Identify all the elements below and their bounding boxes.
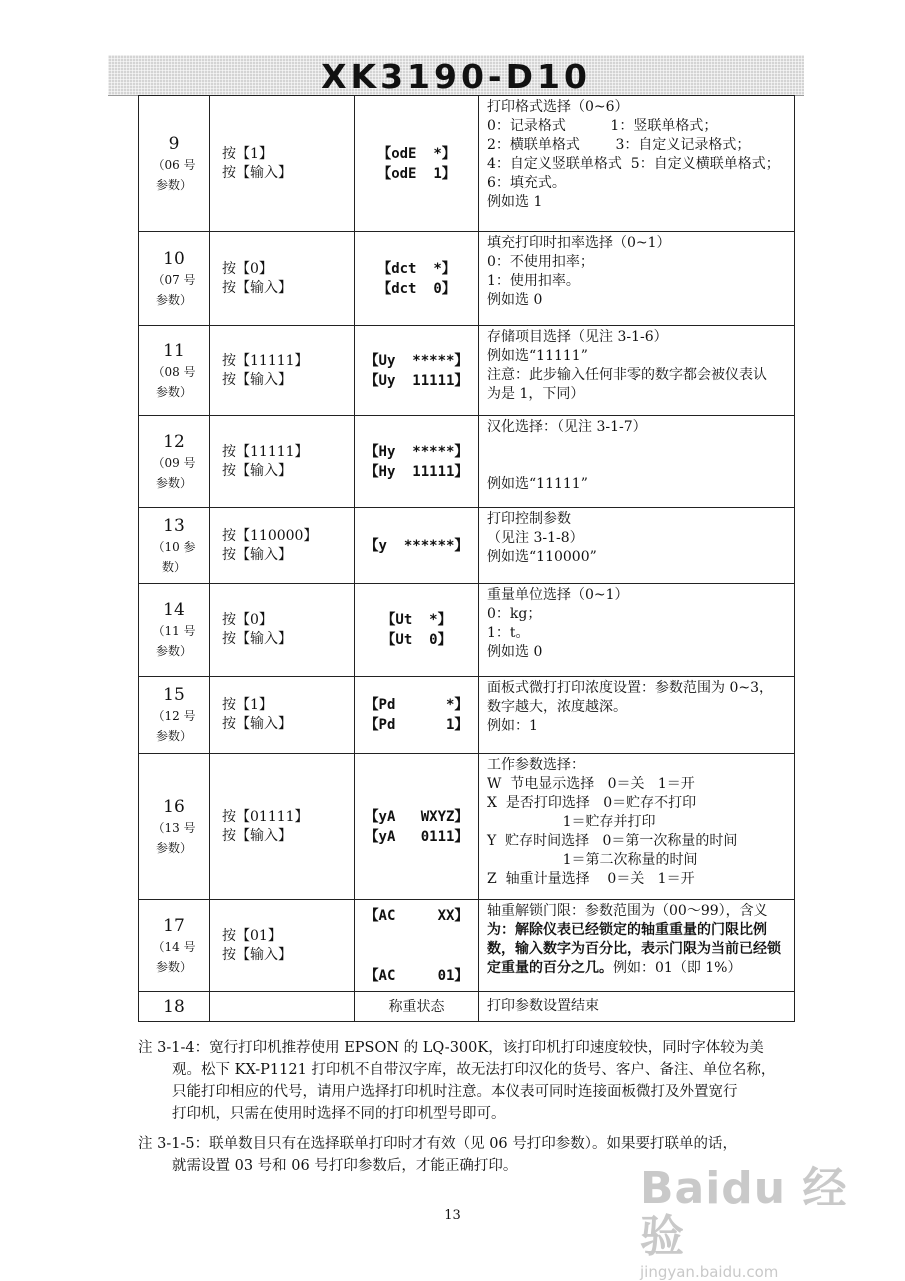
step-number: 11 bbox=[163, 340, 185, 361]
param-number-tail: 参数） bbox=[155, 177, 192, 192]
display-cell bbox=[355, 584, 479, 677]
operation-cell bbox=[210, 584, 355, 677]
display-spacer bbox=[355, 926, 478, 946]
display-cell bbox=[355, 900, 479, 992]
table-row bbox=[139, 96, 795, 232]
table-row bbox=[139, 992, 795, 1022]
description-line: 例如选 0 bbox=[487, 292, 543, 308]
watermark-url: jingyan.baidu.com bbox=[640, 1263, 779, 1281]
display-cell bbox=[355, 326, 479, 416]
display-line: 【Ut *】 bbox=[381, 612, 452, 628]
step-cell bbox=[139, 96, 210, 232]
param-number-tail: 参数） bbox=[155, 840, 192, 855]
step-cell bbox=[139, 900, 210, 992]
display-spacer bbox=[355, 946, 478, 966]
table-row bbox=[139, 754, 795, 900]
description-line: 打印控制参数 bbox=[487, 511, 571, 527]
table-row bbox=[139, 326, 795, 416]
description-line: 存储项目选择（见注 3-1-6） bbox=[487, 329, 668, 345]
step-number: 13 bbox=[163, 515, 185, 536]
param-number-tail: 参数） bbox=[155, 644, 192, 658]
display-line: 【Uy 11111】 bbox=[364, 372, 469, 389]
description-line: 例如：1 bbox=[487, 718, 538, 734]
description-line: X 是否打印选择 0＝贮存不打印 bbox=[487, 795, 697, 811]
description-line: 1：使用扣率。 bbox=[487, 273, 580, 289]
table-row bbox=[139, 900, 795, 992]
param-number: （08 号 bbox=[152, 364, 196, 379]
table-row bbox=[139, 584, 795, 677]
operation-cell bbox=[210, 992, 355, 1022]
display-line: 【dct *】 bbox=[377, 260, 456, 277]
operation-cell bbox=[210, 232, 355, 326]
description-cell bbox=[479, 992, 795, 1022]
operation-line: 按【11111】 bbox=[222, 352, 309, 369]
description-line: Z 轴重计量选择 0＝关 1＝开 bbox=[487, 871, 695, 887]
description-line: 例如选“11111” bbox=[487, 476, 588, 492]
display-line: 称重状态 bbox=[388, 998, 445, 1015]
operation-line: 按【110000】 bbox=[222, 527, 318, 544]
description-cell bbox=[479, 508, 795, 584]
operation-line: 按【输入】 bbox=[222, 371, 292, 388]
operation-cell bbox=[210, 754, 355, 900]
display-line: 【Ut 0】 bbox=[381, 632, 452, 648]
description-line: 例如选“11111” bbox=[487, 348, 588, 364]
parameter-table bbox=[138, 95, 795, 1022]
step-cell bbox=[139, 754, 210, 900]
note-line: 观。松下 KX-P1121 打印机不自带汉字库，故无法打印汉化的货号、客户、备注、单位名称， bbox=[172, 1062, 776, 1078]
description-line: 打印参数设置结束 bbox=[487, 998, 599, 1014]
table-row bbox=[139, 416, 795, 508]
description-cell bbox=[479, 96, 795, 232]
step-number: 10 bbox=[163, 248, 185, 269]
display-cell bbox=[355, 992, 479, 1022]
param-number: （14 号 bbox=[152, 939, 196, 954]
page-number: 13 bbox=[444, 1208, 461, 1223]
display-line: 【Pd 1】 bbox=[364, 717, 469, 733]
display-cell bbox=[355, 416, 479, 508]
display-line: 【dct 0】 bbox=[377, 280, 456, 297]
param-number: （12 号 bbox=[152, 709, 196, 723]
table-row bbox=[139, 677, 795, 754]
description-line: 轴重解锁门限：参数范围为（00～99），含义 bbox=[487, 903, 768, 919]
description-line: 汉化选择：（见注 3-1-7） bbox=[487, 419, 647, 435]
description-cell bbox=[479, 416, 795, 508]
operation-cell bbox=[210, 677, 355, 754]
operation-line: 按【01】 bbox=[222, 927, 282, 944]
step-number: 9 bbox=[168, 133, 180, 154]
step-cell bbox=[139, 584, 210, 677]
note-line: 打印机，只需在使用时选择不同的打印机型号即可。 bbox=[172, 1106, 506, 1122]
description-line: 2：横联单格式 3：自定义记录格式； bbox=[487, 137, 751, 153]
description-line: 打印格式选择（0~6） bbox=[487, 99, 629, 115]
operation-line: 按【输入】 bbox=[222, 462, 292, 479]
display-line: 【odE *】 bbox=[377, 145, 456, 162]
operation-cell bbox=[210, 96, 355, 232]
description-line: 0：不使用扣率； bbox=[487, 254, 594, 270]
operation-cell bbox=[210, 900, 355, 992]
display-line: 【odE 1】 bbox=[377, 165, 456, 182]
param-number: （13 号 bbox=[152, 820, 196, 835]
description-line: 工作参数选择： bbox=[487, 757, 585, 773]
description-line: 1＝贮存并打印 bbox=[487, 814, 656, 830]
note-line: 就需设置 03 号和 06 号打印参数后，才能正确打印。 bbox=[172, 1158, 518, 1174]
step-number: 17 bbox=[163, 915, 185, 936]
operation-line: 按【输入】 bbox=[222, 631, 292, 647]
param-number: （06 号 bbox=[152, 157, 196, 172]
operation-line: 按【0】 bbox=[222, 612, 273, 628]
description-line bbox=[487, 437, 790, 456]
description-line: 注意：此步输入任何非零的数字都会被仪表认 bbox=[487, 367, 767, 383]
description-line: 面板式微打打印浓度设置：参数范围为 0~3， bbox=[487, 680, 773, 696]
description-line bbox=[487, 456, 790, 475]
param-number-tail: 参数） bbox=[155, 292, 192, 307]
description-cell bbox=[479, 326, 795, 416]
description-cell bbox=[479, 677, 795, 754]
param-number-tail: 参数） bbox=[155, 959, 192, 974]
document-title: XK3190-D10 bbox=[321, 57, 591, 96]
display-line: 【yA 0111】 bbox=[364, 828, 469, 845]
operation-line: 按【11111】 bbox=[222, 443, 309, 460]
description-line: 例如选 0 bbox=[487, 644, 543, 660]
description-line: 为是 1，下同） bbox=[487, 386, 585, 402]
description-line: 重量单位选择（0~1） bbox=[487, 587, 629, 603]
step-cell bbox=[139, 508, 210, 584]
table-row bbox=[139, 508, 795, 584]
description-bold-part: 定重量的百分之几。 bbox=[487, 960, 613, 976]
param-number-tail: 参数） bbox=[155, 384, 192, 399]
description-cell bbox=[479, 900, 795, 992]
operation-line: 按【0】 bbox=[222, 260, 273, 277]
description-line: 1：t。 bbox=[487, 625, 530, 641]
param-number: （10 参 bbox=[152, 539, 196, 554]
description-line-bold: 数，输入数字为百分比，表示门限为当前已经锁 bbox=[487, 941, 781, 957]
param-number: （11 号 bbox=[152, 624, 196, 638]
display-line: 【Uy *****】 bbox=[364, 352, 469, 369]
operation-line: 按【01111】 bbox=[222, 808, 309, 825]
step-number: 16 bbox=[163, 796, 185, 817]
document-header-bar bbox=[108, 55, 804, 96]
display-line: 【Pd *】 bbox=[364, 697, 469, 713]
operation-cell bbox=[210, 326, 355, 416]
step-cell bbox=[139, 416, 210, 508]
description-line: 6：填充式。 bbox=[487, 175, 566, 191]
description-cell bbox=[479, 584, 795, 677]
description-cell bbox=[479, 232, 795, 326]
table-row bbox=[139, 232, 795, 326]
step-number: 12 bbox=[163, 431, 185, 452]
operation-line: 按【输入】 bbox=[222, 279, 292, 296]
step-number: 15 bbox=[163, 685, 185, 705]
param-number-tail: 参数） bbox=[155, 729, 192, 743]
description-line: 例如选“110000” bbox=[487, 549, 597, 565]
display-line: 【yA WXYZ】 bbox=[364, 808, 469, 825]
display-line: 【y ******】 bbox=[364, 537, 469, 554]
param-number-tail: 参数） bbox=[155, 475, 192, 490]
display-cell bbox=[355, 232, 479, 326]
step-cell bbox=[139, 677, 210, 754]
description-line: W 节电显示选择 0＝关 1＝开 bbox=[487, 776, 695, 792]
param-number: （07 号 bbox=[152, 272, 196, 287]
display-cell bbox=[355, 508, 479, 584]
step-cell bbox=[139, 326, 210, 416]
description-line: 1＝第二次称量的时间 bbox=[487, 852, 698, 868]
operation-line: 按【输入】 bbox=[222, 946, 292, 963]
description-plain-part: 例如：01（即 1%） bbox=[613, 960, 742, 976]
note-first-line: 注 3-1-4：宽行打印机推荐使用 EPSON 的 LQ-300K，该打印机打印速度较快，同时字体较为美 bbox=[138, 1040, 764, 1056]
operation-cell bbox=[210, 416, 355, 508]
description-line: 0：kg； bbox=[487, 606, 542, 622]
operation-line: 按【输入】 bbox=[222, 546, 292, 563]
baidu-watermark-logo: Baidu 经验 bbox=[640, 1163, 848, 1262]
note-first-line: 注 3-1-5：联单数目只有在选择联单打印时才有效（见 06 号打印参数）。如果要打联单的话， bbox=[138, 1136, 737, 1152]
operation-line: 按【1】 bbox=[222, 145, 273, 162]
note-3-1-4 bbox=[138, 1037, 810, 1125]
display-line: 【Hy 11111】 bbox=[364, 463, 469, 480]
operation-cell bbox=[210, 508, 355, 584]
display-cell bbox=[355, 754, 479, 900]
description-line: 0：记录格式 1：竖联单格式； bbox=[487, 118, 718, 134]
description-line: （见注 3-1-8） bbox=[487, 530, 584, 546]
description-line: 例如选 1 bbox=[487, 194, 543, 210]
description-line: 4：自定义竖联单格式 5：自定义横联单格式； bbox=[487, 156, 780, 172]
description-line-bold: 为：解除仪表已经锁定的轴重重量的门限比例 bbox=[487, 922, 767, 938]
description-line: Y 贮存时间选择 0＝第一次称量的时间 bbox=[487, 833, 738, 849]
display-line: 【Hy *****】 bbox=[364, 443, 469, 460]
operation-line: 按【输入】 bbox=[222, 716, 292, 732]
display-line: 【AC 01】 bbox=[364, 967, 469, 984]
step-number: 14 bbox=[163, 600, 185, 620]
display-line: 【AC XX】 bbox=[364, 907, 469, 924]
description-cell bbox=[479, 754, 795, 900]
param-number-tail: 数） bbox=[161, 559, 186, 574]
operation-line: 按【输入】 bbox=[222, 164, 292, 181]
note-line: 只能打印相应的代号，请用户选择打印机时注意。本仪表可同时连接面板微打及外置宽行 bbox=[172, 1084, 738, 1100]
step-cell bbox=[139, 232, 210, 326]
display-cell bbox=[355, 677, 479, 754]
step-cell bbox=[139, 992, 210, 1022]
description-line: 数字越大，浓度越深。 bbox=[487, 699, 627, 715]
operation-line: 按【1】 bbox=[222, 697, 273, 713]
param-number: （09 号 bbox=[152, 455, 196, 470]
display-cell bbox=[355, 96, 479, 232]
operation-line: 按【输入】 bbox=[222, 827, 292, 844]
step-number: 18 bbox=[163, 996, 185, 1017]
description-line-mixed bbox=[487, 959, 790, 978]
description-line: 填充打印时扣率选择（0~1） bbox=[487, 235, 671, 251]
